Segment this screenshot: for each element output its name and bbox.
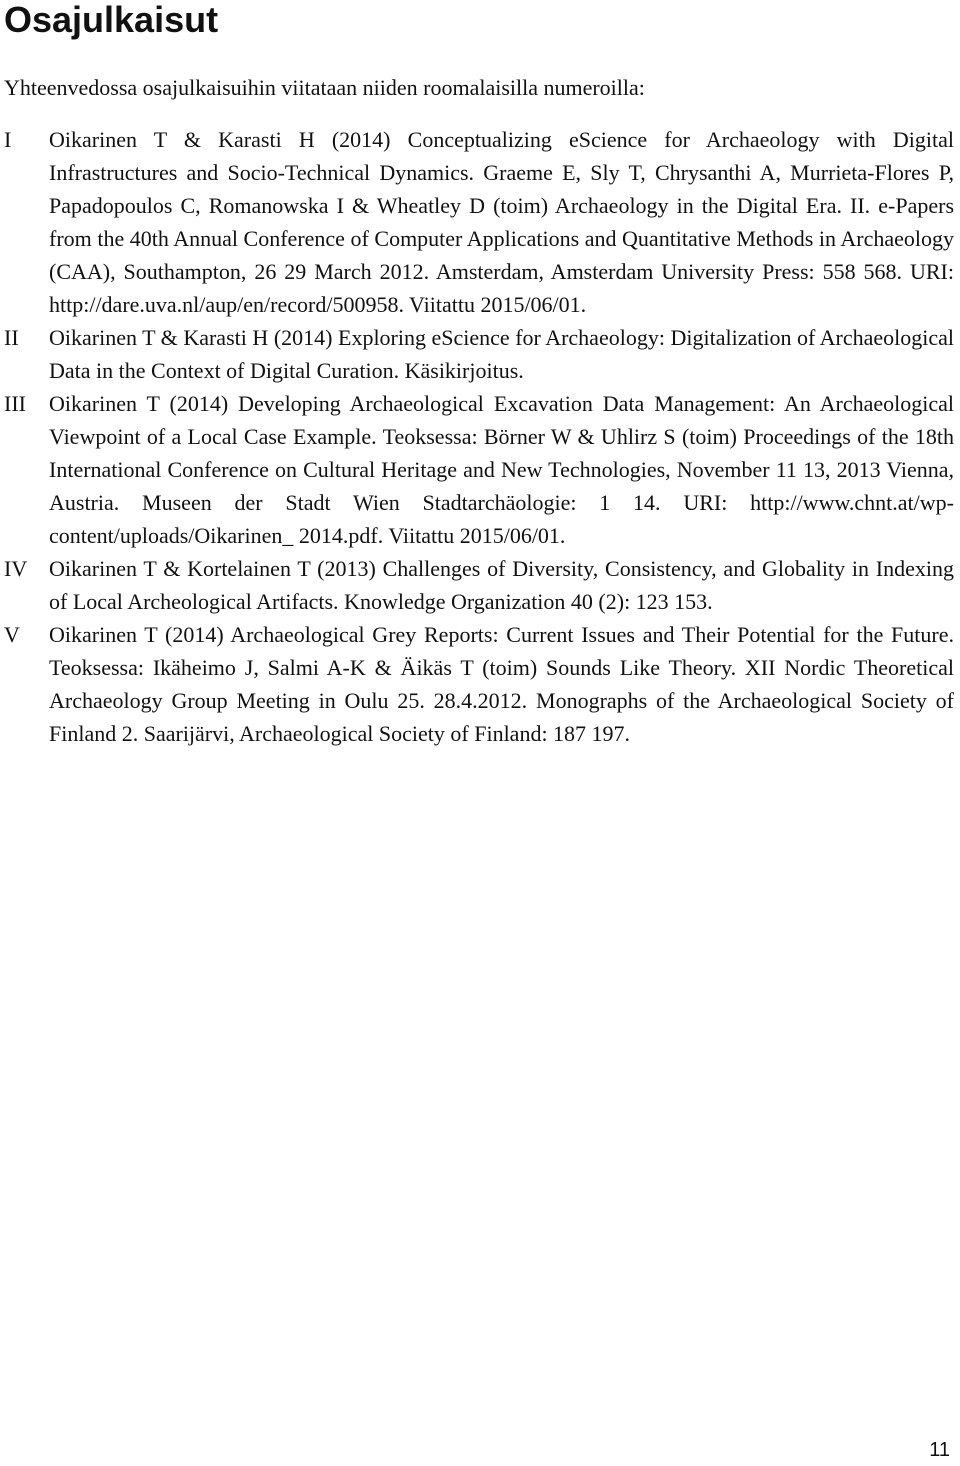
publication-item-i [4, 123, 954, 321]
publication-reference: Oikarinen T & Karasti H (2014) Conceptualizing eScience for Archaeology with Digital Infrastructures and Socio-Technical Dynamics. Graeme E, Sly T, Chrysanthi A, Murrieta-Flores P, Papadopoulos C, Romanowska I & Wheatley D (toim) Archaeology in the Digital Era. II. e-Papers from the 40th Annual Conference of Computer Applications and Quantitative Methods in Archaeology (CAA), Southampton, 26 29 March 2012. Amsterdam, Amsterdam University Press: 558 568. URI: http://dare.uva.nl/aup/en/record/500958. Viitattu 2015/06/01. [49, 127, 954, 317]
publication-reference: Oikarinen T & Karasti H (2014) Exploring eScience for Archaeology: Digitalization of Archaeological Data in the Context of Digital Curation. Käsikirjoitus. [49, 325, 954, 383]
publication-item-v [4, 618, 954, 750]
page-title: Osajulkaisut [4, 0, 219, 40]
publication-list [4, 123, 954, 750]
publication-numeral: II [4, 325, 19, 350]
publication-item-ii [4, 321, 954, 387]
publication-numeral: V [4, 622, 20, 647]
publication-numeral: III [4, 391, 26, 416]
publication-numeral: IV [4, 556, 28, 581]
publication-reference: Oikarinen T & Kortelainen T (2013) Challenges of Diversity, Consistency, and Globality in Indexing of Local Archeological Artifacts. Knowledge Organization 40 (2): 123 153. [49, 556, 954, 614]
publication-item-iv [4, 552, 954, 618]
page-number: 11 [929, 1439, 950, 1461]
publication-numeral: I [4, 127, 12, 152]
publication-item-iii [4, 387, 954, 552]
publication-reference: Oikarinen T (2014) Developing Archaeological Excavation Data Management: An Archaeological Viewpoint of a Local Case Example. Teoksessa: Börner W & Uhlirz S (toim) Proceedings of the 18th International Conference on Cultural Heritage and New Technologies, November 11 13, 2013 Vienna, Austria. Museen der Stadt Wien Stadtarchäologie: 1 14. URI: http://www.chnt.at/wp-content/uploads/Oikarinen_ 2014.pdf. Viitattu 2015/06/01. [49, 391, 954, 548]
intro-paragraph: Yhteenvedossa osajulkaisuihin viitataan niiden roomalaisilla numeroilla: [4, 75, 645, 100]
publication-reference: Oikarinen T (2014) Archaeological Grey Reports: Current Issues and Their Potential for the Future. Teoksessa: Ikäheimo J, Salmi A-K & Äikäs T (toim) Sounds Like Theory. XII Nordic Theoretical Archaeology Group Meeting in Oulu 25. 28.4.2012. Monographs of the Archaeological Society of Finland 2. Saarijärvi, Archaeological Society of Finland: 187 197. [49, 622, 954, 746]
